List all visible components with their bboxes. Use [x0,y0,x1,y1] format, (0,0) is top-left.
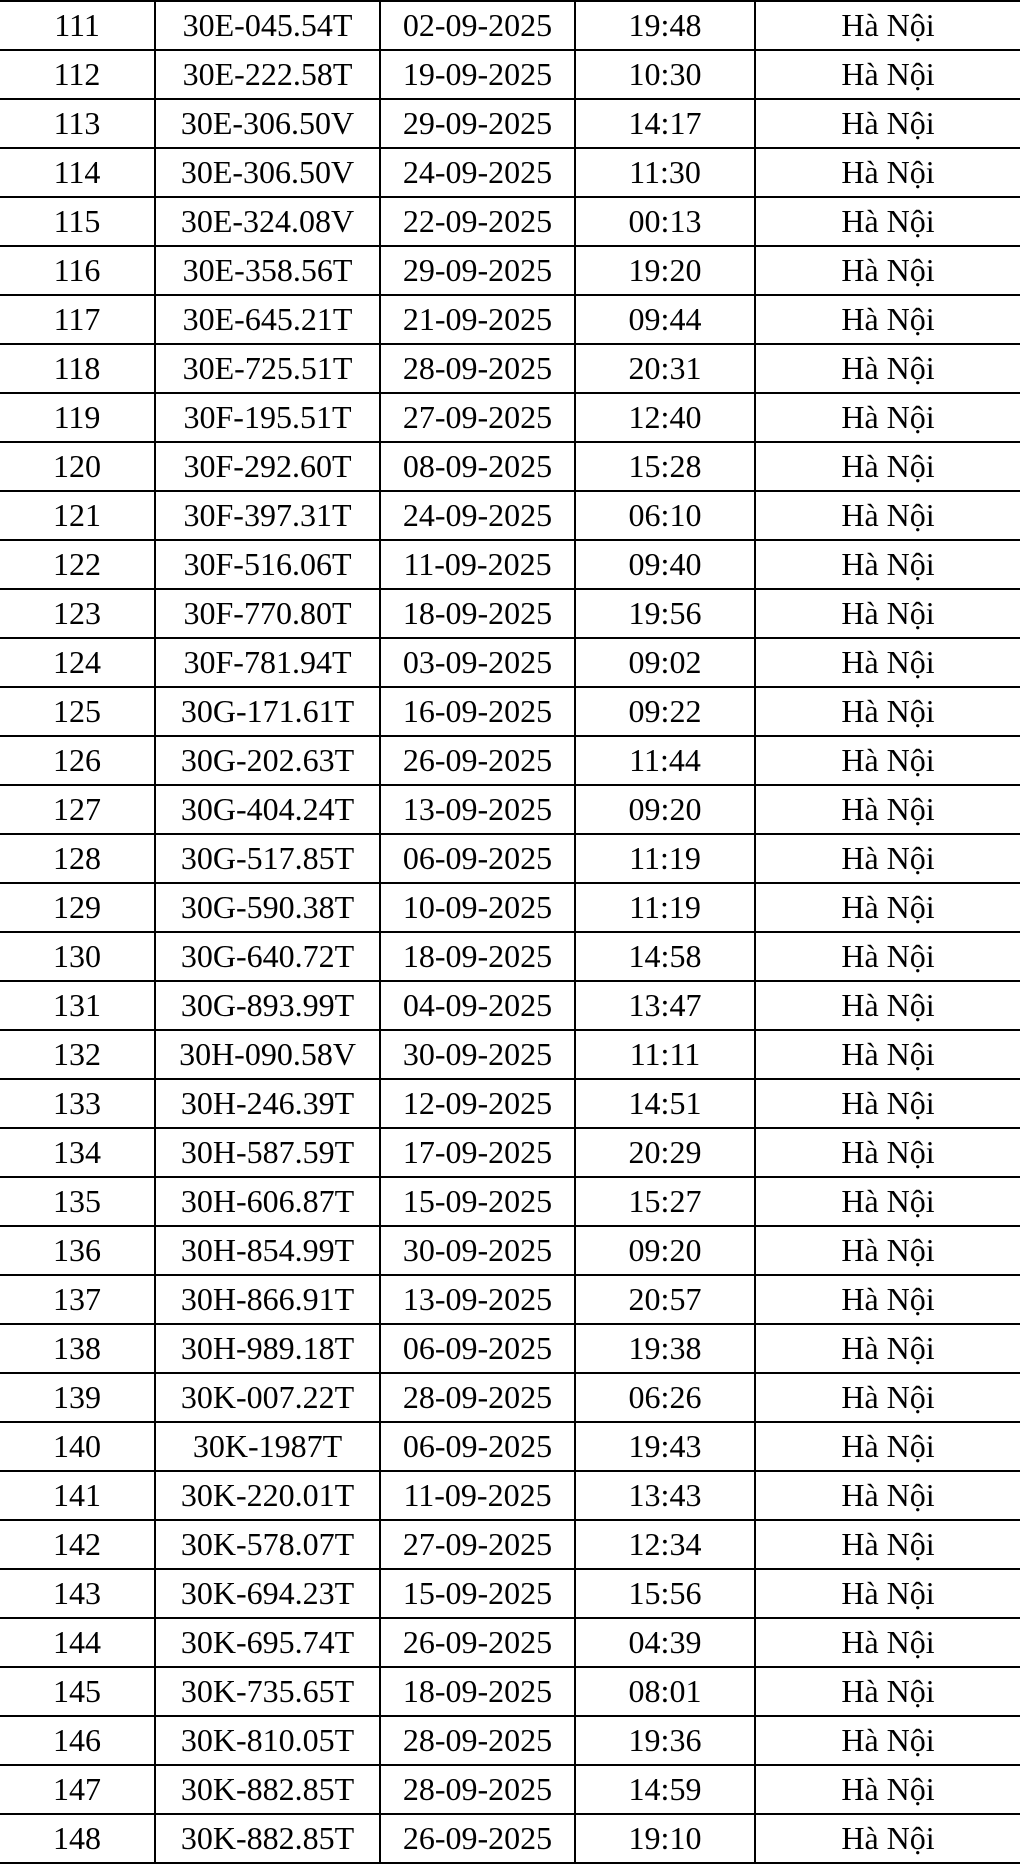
cell-date: 18-09-2025 [380,589,575,638]
cell-index: 127 [0,785,155,834]
cell-index: 131 [0,981,155,1030]
cell-index: 120 [0,442,155,491]
cell-date: 06-09-2025 [380,1422,575,1471]
cell-time: 11:19 [575,883,755,932]
cell-time: 13:43 [575,1471,755,1520]
cell-place: Hà Nội [755,50,1020,99]
cell-date: 28-09-2025 [380,1765,575,1814]
cell-place: Hà Nội [755,393,1020,442]
table-row [0,344,1020,393]
cell-time: 19:43 [575,1422,755,1471]
cell-date: 06-09-2025 [380,1324,575,1373]
cell-plate-number: 30H-606.87T [155,1177,380,1226]
cell-date: 30-09-2025 [380,1226,575,1275]
cell-date: 28-09-2025 [380,1716,575,1765]
cell-time: 14:51 [575,1079,755,1128]
table-row [0,589,1020,638]
cell-date: 03-09-2025 [380,638,575,687]
cell-plate-number: 30H-866.91T [155,1275,380,1324]
cell-place: Hà Nội [755,1520,1020,1569]
cell-place: Hà Nội [755,1373,1020,1422]
cell-index: 113 [0,99,155,148]
table-row [0,736,1020,785]
cell-place: Hà Nội [755,1324,1020,1373]
cell-time: 06:10 [575,491,755,540]
cell-place: Hà Nội [755,344,1020,393]
cell-place: Hà Nội [755,883,1020,932]
cell-place: Hà Nội [755,295,1020,344]
cell-date: 06-09-2025 [380,834,575,883]
cell-plate-number: 30K-882.85T [155,1814,380,1863]
table-row [0,687,1020,736]
table-row [0,1,1020,50]
cell-index: 121 [0,491,155,540]
table-row [0,785,1020,834]
table-row [0,148,1020,197]
cell-index: 144 [0,1618,155,1667]
cell-plate-number: 30E-045.54T [155,1,380,50]
cell-place: Hà Nội [755,1618,1020,1667]
cell-date: 26-09-2025 [380,1814,575,1863]
cell-index: 124 [0,638,155,687]
cell-plate-number: 30F-195.51T [155,393,380,442]
cell-place: Hà Nội [755,932,1020,981]
cell-index: 145 [0,1667,155,1716]
cell-plate-number: 30E-222.58T [155,50,380,99]
cell-place: Hà Nội [755,1275,1020,1324]
cell-time: 09:20 [575,785,755,834]
cell-index: 141 [0,1471,155,1520]
table-row [0,99,1020,148]
cell-date: 15-09-2025 [380,1569,575,1618]
cell-index: 147 [0,1765,155,1814]
cell-place: Hà Nội [755,1177,1020,1226]
cell-time: 19:10 [575,1814,755,1863]
cell-date: 21-09-2025 [380,295,575,344]
cell-date: 24-09-2025 [380,148,575,197]
cell-place: Hà Nội [755,1569,1020,1618]
table-row [0,1177,1020,1226]
cell-index: 123 [0,589,155,638]
cell-date: 02-09-2025 [380,1,575,50]
table-row [0,1716,1020,1765]
cell-index: 117 [0,295,155,344]
cell-date: 15-09-2025 [380,1177,575,1226]
table-row [0,540,1020,589]
cell-plate-number: 30E-324.08V [155,197,380,246]
table-row [0,295,1020,344]
table-row [0,1128,1020,1177]
cell-index: 125 [0,687,155,736]
cell-place: Hà Nội [755,834,1020,883]
cell-time: 08:01 [575,1667,755,1716]
cell-index: 142 [0,1520,155,1569]
cell-index: 111 [0,1,155,50]
cell-time: 20:29 [575,1128,755,1177]
cell-date: 28-09-2025 [380,1373,575,1422]
cell-time: 13:47 [575,981,755,1030]
cell-index: 139 [0,1373,155,1422]
table-row [0,197,1020,246]
cell-index: 118 [0,344,155,393]
cell-plate-number: 30E-645.21T [155,295,380,344]
table-row [0,932,1020,981]
cell-date: 29-09-2025 [380,246,575,295]
cell-plate-number: 30G-893.99T [155,981,380,1030]
table-row [0,834,1020,883]
table-row [0,1030,1020,1079]
cell-plate-number: 30K-694.23T [155,1569,380,1618]
table-row [0,1569,1020,1618]
cell-time: 00:13 [575,197,755,246]
cell-time: 10:30 [575,50,755,99]
cell-plate-number: 30K-578.07T [155,1520,380,1569]
cell-place: Hà Nội [755,785,1020,834]
cell-place: Hà Nội [755,491,1020,540]
cell-index: 138 [0,1324,155,1373]
cell-plate-number: 30G-640.72T [155,932,380,981]
cell-place: Hà Nội [755,1,1020,50]
cell-plate-number: 30K-882.85T [155,1765,380,1814]
cell-date: 13-09-2025 [380,785,575,834]
cell-plate-number: 30K-810.05T [155,1716,380,1765]
cell-place: Hà Nội [755,1667,1020,1716]
table-row [0,1765,1020,1814]
cell-date: 13-09-2025 [380,1275,575,1324]
cell-place: Hà Nội [755,1471,1020,1520]
table-row [0,50,1020,99]
cell-time: 20:31 [575,344,755,393]
cell-place: Hà Nội [755,736,1020,785]
cell-place: Hà Nội [755,638,1020,687]
cell-plate-number: 30F-292.60T [155,442,380,491]
cell-time: 19:48 [575,1,755,50]
table-row [0,1079,1020,1128]
table-row [0,1814,1020,1863]
cell-date: 24-09-2025 [380,491,575,540]
cell-index: 136 [0,1226,155,1275]
table-row [0,442,1020,491]
cell-place: Hà Nội [755,1226,1020,1275]
cell-time: 15:56 [575,1569,755,1618]
cell-place: Hà Nội [755,1079,1020,1128]
cell-time: 04:39 [575,1618,755,1667]
cell-plate-number: 30F-516.06T [155,540,380,589]
table-row [0,1275,1020,1324]
cell-index: 122 [0,540,155,589]
cell-time: 11:44 [575,736,755,785]
table-row [0,1324,1020,1373]
cell-index: 115 [0,197,155,246]
cell-place: Hà Nội [755,540,1020,589]
cell-index: 146 [0,1716,155,1765]
table-row [0,1422,1020,1471]
cell-plate-number: 30F-397.31T [155,491,380,540]
cell-plate-number: 30H-989.18T [155,1324,380,1373]
cell-index: 140 [0,1422,155,1471]
cell-place: Hà Nội [755,1814,1020,1863]
cell-plate-number: 30G-404.24T [155,785,380,834]
cell-place: Hà Nội [755,1765,1020,1814]
cell-index: 143 [0,1569,155,1618]
cell-date: 19-09-2025 [380,50,575,99]
cell-time: 11:19 [575,834,755,883]
table-row [0,393,1020,442]
cell-place: Hà Nội [755,197,1020,246]
cell-date: 04-09-2025 [380,981,575,1030]
cell-date: 11-09-2025 [380,1471,575,1520]
cell-time: 15:28 [575,442,755,491]
cell-plate-number: 30E-358.56T [155,246,380,295]
cell-time: 12:34 [575,1520,755,1569]
table-row [0,1373,1020,1422]
cell-time: 09:02 [575,638,755,687]
cell-time: 14:59 [575,1765,755,1814]
cell-time: 19:38 [575,1324,755,1373]
cell-index: 133 [0,1079,155,1128]
cell-plate-number: 30K-220.01T [155,1471,380,1520]
cell-index: 137 [0,1275,155,1324]
cell-index: 129 [0,883,155,932]
cell-time: 06:26 [575,1373,755,1422]
cell-date: 29-09-2025 [380,99,575,148]
cell-place: Hà Nội [755,589,1020,638]
cell-plate-number: 30K-007.22T [155,1373,380,1422]
cell-time: 14:17 [575,99,755,148]
cell-plate-number: 30K-1987T [155,1422,380,1471]
cell-plate-number: 30H-587.59T [155,1128,380,1177]
table-row [0,1667,1020,1716]
cell-plate-number: 30F-781.94T [155,638,380,687]
cell-plate-number: 30H-854.99T [155,1226,380,1275]
cell-place: Hà Nội [755,99,1020,148]
cell-place: Hà Nội [755,148,1020,197]
cell-time: 12:40 [575,393,755,442]
cell-plate-number: 30E-306.50V [155,148,380,197]
table-row [0,1471,1020,1520]
cell-index: 114 [0,148,155,197]
cell-date: 10-09-2025 [380,883,575,932]
cell-plate-number: 30F-770.80T [155,589,380,638]
cell-time: 09:20 [575,1226,755,1275]
cell-plate-number: 30E-306.50V [155,99,380,148]
cell-plate-number: 30G-517.85T [155,834,380,883]
cell-date: 12-09-2025 [380,1079,575,1128]
cell-date: 26-09-2025 [380,736,575,785]
cell-date: 22-09-2025 [380,197,575,246]
cell-time: 11:11 [575,1030,755,1079]
cell-place: Hà Nội [755,1422,1020,1471]
cell-index: 134 [0,1128,155,1177]
cell-index: 130 [0,932,155,981]
cell-index: 132 [0,1030,155,1079]
cell-index: 126 [0,736,155,785]
cell-date: 30-09-2025 [380,1030,575,1079]
cell-place: Hà Nội [755,1030,1020,1079]
cell-place: Hà Nội [755,1128,1020,1177]
cell-time: 19:36 [575,1716,755,1765]
cell-plate-number: 30G-590.38T [155,883,380,932]
table-row [0,638,1020,687]
cell-time: 14:58 [575,932,755,981]
cell-plate-number: 30G-202.63T [155,736,380,785]
cell-date: 18-09-2025 [380,932,575,981]
cell-plate-number: 30G-171.61T [155,687,380,736]
cell-index: 135 [0,1177,155,1226]
cell-index: 116 [0,246,155,295]
cell-index: 112 [0,50,155,99]
cell-index: 148 [0,1814,155,1863]
cell-date: 18-09-2025 [380,1667,575,1716]
table-row [0,1520,1020,1569]
cell-place: Hà Nội [755,981,1020,1030]
cell-index: 128 [0,834,155,883]
table-row [0,883,1020,932]
table-row [0,1618,1020,1667]
cell-place: Hà Nội [755,246,1020,295]
cell-plate-number: 30K-735.65T [155,1667,380,1716]
cell-plate-number: 30H-090.58V [155,1030,380,1079]
cell-date: 27-09-2025 [380,393,575,442]
cell-place: Hà Nội [755,687,1020,736]
cell-time: 15:27 [575,1177,755,1226]
cell-time: 11:30 [575,148,755,197]
table-body [0,1,1020,1863]
cell-date: 27-09-2025 [380,1520,575,1569]
cell-time: 09:44 [575,295,755,344]
table-row [0,981,1020,1030]
cell-date: 28-09-2025 [380,344,575,393]
cell-time: 09:22 [575,687,755,736]
cell-date: 11-09-2025 [380,540,575,589]
cell-plate-number: 30H-246.39T [155,1079,380,1128]
cell-time: 09:40 [575,540,755,589]
cell-index: 119 [0,393,155,442]
cell-plate-number: 30K-695.74T [155,1618,380,1667]
cell-time: 20:57 [575,1275,755,1324]
cell-place: Hà Nội [755,442,1020,491]
cell-date: 08-09-2025 [380,442,575,491]
cell-date: 26-09-2025 [380,1618,575,1667]
cell-time: 19:20 [575,246,755,295]
cell-time: 19:56 [575,589,755,638]
cell-place: Hà Nội [755,1716,1020,1765]
table-row [0,491,1020,540]
table-row [0,246,1020,295]
table-row [0,1226,1020,1275]
cell-date: 17-09-2025 [380,1128,575,1177]
cell-plate-number: 30E-725.51T [155,344,380,393]
cell-date: 16-09-2025 [380,687,575,736]
